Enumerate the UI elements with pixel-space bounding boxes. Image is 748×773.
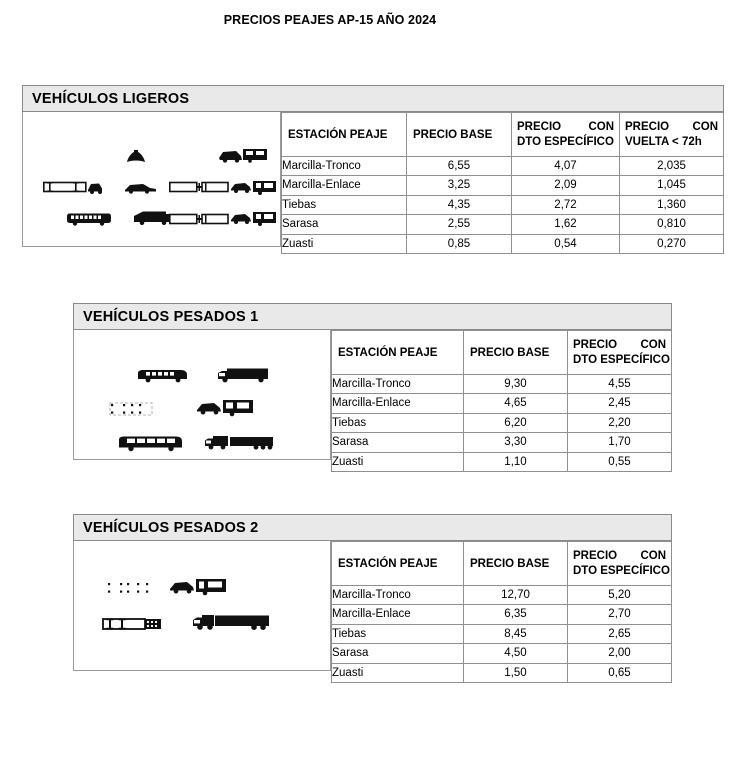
- cell-estacion: Zuasti: [332, 452, 464, 471]
- table-body-row: [73, 541, 672, 683]
- trailer-icon: [169, 180, 229, 194]
- table-row: [332, 413, 672, 432]
- table-body-row: [22, 112, 724, 254]
- table-row: [282, 215, 724, 234]
- trailer-icon: [169, 212, 229, 226]
- col-header-vuelta-72h: [620, 113, 724, 157]
- articulated-truck-icon: [192, 613, 270, 633]
- cell-dto-especifico: 0,55: [568, 452, 672, 471]
- cell-dto-especifico: 2,20: [568, 413, 672, 432]
- cell-estacion: Marcilla-Enlace: [332, 394, 464, 413]
- col-header-text: CON: [692, 120, 718, 133]
- table-body-row: [73, 330, 672, 472]
- cell-vuelta-72h: 2,035: [620, 157, 724, 176]
- cell-precio-base: 4,35: [407, 195, 512, 214]
- table-row: [332, 586, 672, 605]
- band-vehiculos-pesados-1: [73, 303, 672, 330]
- cell-estacion: Tiebas: [332, 413, 464, 432]
- cell-precio-base: 9,30: [464, 375, 568, 394]
- cell-precio-base: 3,30: [464, 433, 568, 452]
- car-with-caravan-icon: [231, 179, 277, 196]
- col-header-estacion-peaje: [282, 113, 407, 157]
- table-row: [282, 234, 724, 253]
- col-header-text: PRECIO BASE: [470, 557, 550, 570]
- motorcycle-icon: [123, 150, 149, 163]
- col-header-text: PRECIO: [517, 120, 562, 133]
- col-header-text: PRECIO BASE: [470, 346, 550, 359]
- car-with-caravan-icon: [231, 210, 277, 227]
- page-title: PRECIOS PEAJES AP-15 AÑO 2024: [223, 13, 437, 27]
- col-header-text: ESTACIÓN PEAJE: [288, 128, 388, 141]
- price-table-vehiculos-ligeros: [281, 112, 724, 254]
- cell-dto-especifico: 2,00: [568, 644, 672, 663]
- band-label: VEHÍCULOS PESADOS 1: [83, 308, 259, 325]
- table-row: [332, 624, 672, 643]
- cell-dto-especifico: 1,70: [568, 433, 672, 452]
- col-header-dto-especifico: [512, 113, 620, 157]
- car-with-caravan-icon: [218, 147, 268, 163]
- cell-estacion: Marcilla-Tronco: [282, 157, 407, 176]
- vehicle-icons-pane: [22, 112, 281, 247]
- col-header-line1: [517, 120, 614, 135]
- col-header-text: CON: [640, 338, 666, 351]
- car-with-caravan-icon: [170, 577, 228, 597]
- col-header-text: CON: [640, 549, 666, 562]
- cell-precio-base: 2,55: [407, 215, 512, 234]
- truck-with-trailer-icon: [204, 434, 274, 452]
- trailer-axle-icon: [43, 179, 103, 195]
- col-header-precio-base: [407, 113, 512, 157]
- cell-precio-base: 4,50: [464, 644, 568, 663]
- long-trailer-icon: [102, 616, 162, 634]
- col-header-text: PRECIO BASE: [413, 128, 493, 141]
- table-row: [282, 176, 724, 195]
- table-header-row: [332, 331, 672, 375]
- cell-dto-especifico: 4,07: [512, 157, 620, 176]
- axles-diagram-icon: [109, 402, 153, 416]
- truck-icon: [217, 366, 269, 384]
- cell-dto-especifico: 2,45: [568, 394, 672, 413]
- minibus-icon: [136, 368, 188, 383]
- table-header-row: [332, 542, 672, 586]
- table-block-vehiculos-ligeros: [22, 85, 724, 254]
- cell-dto-especifico: 1,62: [512, 215, 620, 234]
- cell-estacion: Sarasa: [282, 215, 407, 234]
- cell-vuelta-72h: 0,810: [620, 215, 724, 234]
- cell-dto-especifico: 2,72: [512, 195, 620, 214]
- cell-vuelta-72h: 1,045: [620, 176, 724, 195]
- cell-dto-especifico: 4,55: [568, 375, 672, 394]
- band-label: VEHÍCULOS LIGEROS: [32, 90, 190, 107]
- cell-precio-base: 3,25: [407, 176, 512, 195]
- table-header-row: [282, 113, 724, 157]
- col-header-text: ESTACIÓN PEAJE: [338, 346, 438, 359]
- col-header-line1: [625, 120, 718, 135]
- cell-estacion: Tiebas: [332, 624, 464, 643]
- car-icon: [123, 182, 157, 194]
- cell-dto-especifico: 2,65: [568, 624, 672, 643]
- cell-dto-especifico: 2,09: [512, 176, 620, 195]
- table-row: [332, 394, 672, 413]
- col-header-text: PRECIO: [573, 338, 618, 351]
- table-block-vehiculos-pesados-2: [73, 514, 672, 683]
- col-header-text: CON: [588, 120, 614, 133]
- cell-precio-base: 1,10: [464, 452, 568, 471]
- cell-precio-base: 12,70: [464, 586, 568, 605]
- col-header-text: PRECIO: [573, 549, 618, 562]
- vehicle-icons-pane: [73, 330, 331, 460]
- col-header-line2: DTO ESPECÍFICO: [573, 353, 670, 366]
- table-block-vehiculos-pesados-1: [73, 303, 672, 472]
- cell-precio-base: 6,35: [464, 605, 568, 624]
- col-header-line2: DTO ESPECÍFICO: [573, 564, 670, 577]
- col-header-dto-especifico: [568, 331, 672, 375]
- col-header-line2: DTO ESPECÍFICO: [517, 135, 614, 148]
- col-header-estacion-peaje: [332, 542, 464, 586]
- table-row: [332, 452, 672, 471]
- cell-estacion: Zuasti: [332, 663, 464, 682]
- col-header-dto-especifico: [568, 542, 672, 586]
- price-table-vehiculos-pesados-2: [331, 541, 672, 683]
- col-header-estacion-peaje: [332, 331, 464, 375]
- cell-estacion: Zuasti: [282, 234, 407, 253]
- minibus-icon: [66, 212, 112, 226]
- price-table-vehiculos-pesados-1: [331, 330, 672, 472]
- col-header-text: ESTACIÓN PEAJE: [338, 557, 438, 570]
- bus-icon: [117, 435, 183, 452]
- cell-precio-base: 6,20: [464, 413, 568, 432]
- vehicle-icons-pane: [73, 541, 331, 671]
- cell-estacion: Marcilla-Enlace: [332, 605, 464, 624]
- col-header-line1: [573, 338, 666, 353]
- car-with-caravan-icon: [197, 398, 255, 418]
- cell-estacion: Marcilla-Tronco: [332, 586, 464, 605]
- table-row: [332, 663, 672, 682]
- table-row: [332, 605, 672, 624]
- table-row: [282, 157, 724, 176]
- col-header-line2: VUELTA < 72h: [625, 135, 702, 148]
- cell-dto-especifico: 0,54: [512, 234, 620, 253]
- col-header-precio-base: [464, 542, 568, 586]
- cell-estacion: Sarasa: [332, 644, 464, 663]
- cell-dto-especifico: 5,20: [568, 586, 672, 605]
- band-vehiculos-ligeros: [22, 85, 724, 112]
- band-label: VEHÍCULOS PESADOS 2: [83, 519, 259, 536]
- cell-precio-base: 4,65: [464, 394, 568, 413]
- cell-precio-base: 0,85: [407, 234, 512, 253]
- col-header-text: PRECIO: [625, 120, 670, 133]
- cell-precio-base: 6,55: [407, 157, 512, 176]
- table-row: [332, 433, 672, 452]
- cell-precio-base: 8,45: [464, 624, 568, 643]
- table-row: [332, 644, 672, 663]
- cell-vuelta-72h: 1,360: [620, 195, 724, 214]
- cell-precio-base: 1,50: [464, 663, 568, 682]
- col-header-line1: [573, 549, 666, 564]
- cell-dto-especifico: 0,65: [568, 663, 672, 682]
- cell-estacion: Sarasa: [332, 433, 464, 452]
- table-row: [282, 195, 724, 214]
- cell-dto-especifico: 2,70: [568, 605, 672, 624]
- table-row: [332, 375, 672, 394]
- cell-estacion: Tiebas: [282, 195, 407, 214]
- cell-vuelta-72h: 0,270: [620, 234, 724, 253]
- band-vehiculos-pesados-2: [73, 514, 672, 541]
- col-header-precio-base: [464, 331, 568, 375]
- cell-estacion: Marcilla-Enlace: [282, 176, 407, 195]
- axles-diagram-icon: [106, 581, 154, 595]
- cell-estacion: Marcilla-Tronco: [332, 375, 464, 394]
